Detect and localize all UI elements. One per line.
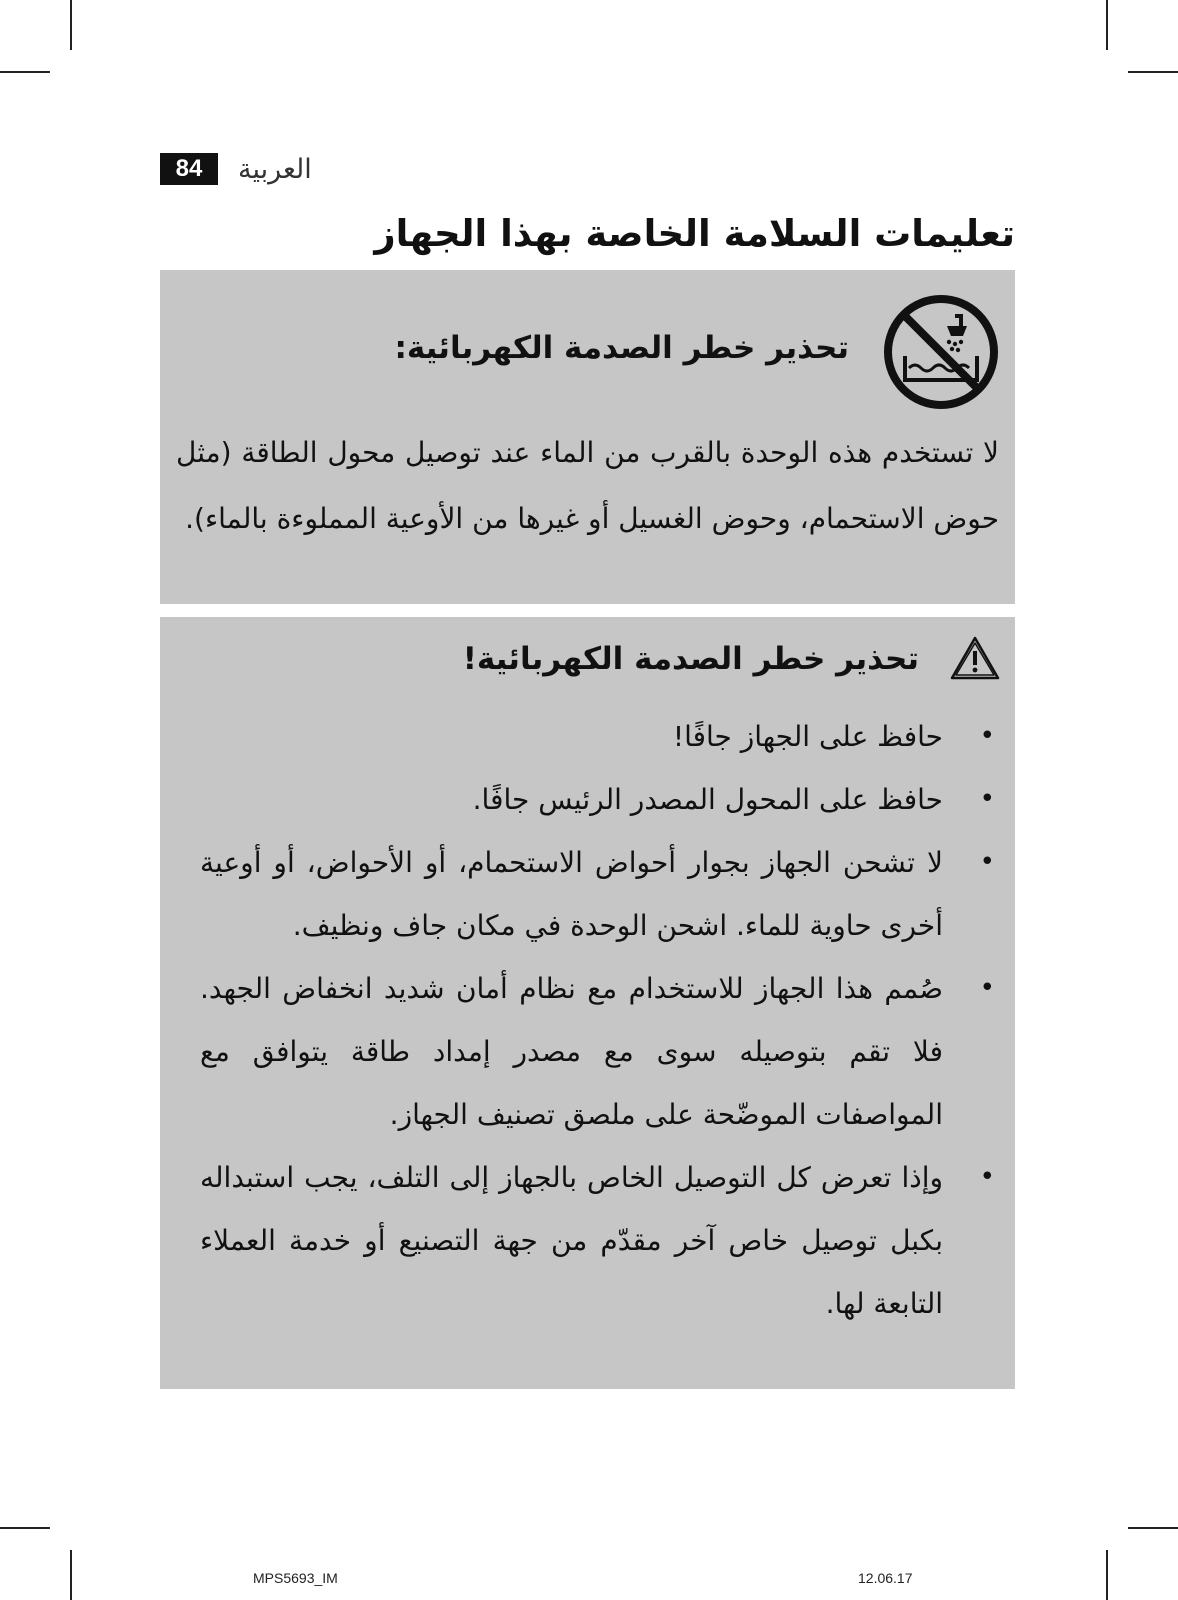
list-item: • وإذا تعرض كل التوصيل الخاص بالجهاز إلى التلف، يجب استبداله بكبل توصيل خاص آخر مقدّم من جهة التصنيع أو خدمة العملاء التابعة لها. [200,1146,999,1335]
crop-mark [0,71,50,73]
shock-warning-box [160,270,1015,604]
footer-doc-code: MPS5693_IM [253,1570,338,1586]
crop-mark [70,1550,72,1600]
crop-mark [1128,71,1178,73]
crop-mark [1128,1527,1178,1529]
crop-mark [1106,1550,1108,1600]
list-item: • لا تشحن الجهاز بجوار أحواض الاستحمام، أو الأحواض، أو أوعية أخرى حاوية للماء. اشحن الوحدة في مكان جاف ونظيف. [200,831,999,957]
list-item: • حافظ على الجهاز جافًا! [200,705,999,768]
footer-date: 12.06.17 [858,1570,913,1586]
list-item: • صُمم هذا الجهاز للاستخدام مع نظام أمان شديد انخفاض الجهد. فلا تقم بتوصيله سوى مع مصدر إمداد طاقة يتوافق مع المواصفات الموضّحة على ملصق تصنيف الجهاز. [200,957,999,1146]
page-title: تعليمات السلامة الخاصة بهذا الجهاز [374,212,1015,255]
crop-mark [70,0,72,50]
shock-warning-text: لا تستخدم هذه الوحدة بالقرب من الماء عند توصيل محول الطاقة (مثل حوض الاستحمام، وحوض الغسيل أو غيرها من الأوعية المملوءة بالماء). [176,436,999,535]
shock-danger-box [160,617,1015,1389]
list-item: • حافظ على المحول المصدر الرئيس جافًا. [200,768,999,831]
crop-mark [0,1527,50,1529]
shock-warning-heading: تحذير خطر الصدمة الكهربائية: [394,330,849,366]
crop-mark [1106,0,1108,50]
language-label: العربية [238,153,312,185]
safety-bullet-list [200,705,999,1335]
warning-triangle-icon [949,635,1001,681]
page-header [160,152,312,186]
no-bath-shower-icon [881,292,1001,412]
page-number: 84 [160,153,218,185]
shock-danger-heading: تحذير خطر الصدمة الكهربائية! [462,641,919,677]
